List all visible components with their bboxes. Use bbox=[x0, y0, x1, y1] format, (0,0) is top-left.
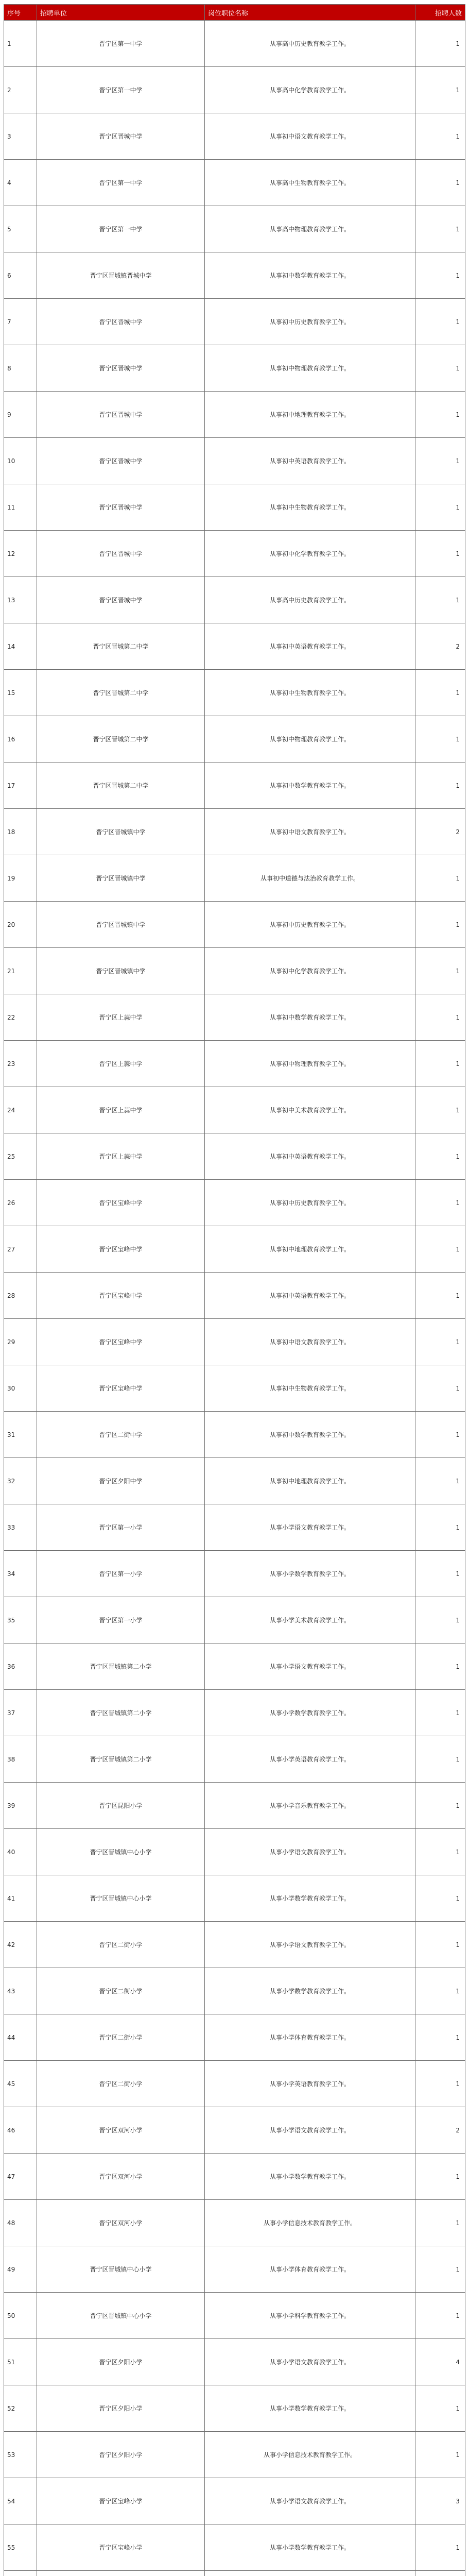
row-index: 30 bbox=[4, 1365, 37, 1412]
table-row bbox=[4, 67, 465, 113]
row-count: 1 bbox=[415, 1226, 465, 1273]
row-count: 1 bbox=[415, 1087, 465, 1133]
table-row bbox=[4, 762, 465, 809]
row-index: 5 bbox=[4, 206, 37, 252]
row-school: 晋宁区宝峰中学 bbox=[37, 1180, 205, 1226]
table-row bbox=[4, 1690, 465, 1736]
row-index: 28 bbox=[4, 1273, 37, 1319]
row-count: 1 bbox=[415, 2246, 465, 2293]
row-count: 1 bbox=[415, 670, 465, 716]
row-index: 8 bbox=[4, 345, 37, 392]
table-row bbox=[4, 2200, 465, 2246]
table-row bbox=[4, 2385, 465, 2432]
row-position: 从事小学体育教育教学工作。 bbox=[205, 2014, 415, 2061]
row-index: 11 bbox=[4, 484, 37, 531]
row-index: 37 bbox=[4, 1690, 37, 1736]
row-school: 晋宁区二街小学 bbox=[37, 2014, 205, 2061]
row-position: 从事初中语文教育教学工作。 bbox=[205, 1319, 415, 1365]
table-row bbox=[4, 1365, 465, 1412]
row-count: 1 bbox=[415, 2385, 465, 2432]
table-row bbox=[4, 670, 465, 716]
row-position: 从事小学数学教育教学工作。 bbox=[205, 1690, 415, 1736]
table-row bbox=[4, 2432, 465, 2478]
row-school: 晋宁区上蒜中学 bbox=[37, 1087, 205, 1133]
header-index: 序号 bbox=[4, 5, 37, 21]
table-row bbox=[4, 2293, 465, 2339]
table-row bbox=[4, 2246, 465, 2293]
row-school: 晋宁区晋城中学 bbox=[37, 438, 205, 484]
row-school: 晋宁区晋城第二中学 bbox=[37, 716, 205, 762]
row-school: 晋宁区二街小学 bbox=[37, 1968, 205, 2014]
row-school: 晋宁区宝峰小学 bbox=[37, 2478, 205, 2524]
row-school: 晋宁区晋城中学 bbox=[37, 392, 205, 438]
header-school: 招聘单位 bbox=[37, 5, 205, 21]
row-index bbox=[4, 2571, 37, 2576]
row-position: 从事初中地理教育教学工作。 bbox=[205, 392, 415, 438]
row-index: 31 bbox=[4, 1412, 37, 1458]
row-position: 从事小学语文教育教学工作。 bbox=[205, 1922, 415, 1968]
row-school: 晋宁区昆阳小学 bbox=[37, 1783, 205, 1829]
table-row bbox=[4, 252, 465, 299]
row-school: 晋宁区晋城中学 bbox=[37, 531, 205, 577]
row-count: 1 bbox=[415, 2432, 465, 2478]
row-index: 38 bbox=[4, 1736, 37, 1783]
row-position: 从事高中化学教育教学工作。 bbox=[205, 67, 415, 113]
row-school: 晋宁区晋城第二中学 bbox=[37, 762, 205, 809]
table-row bbox=[4, 1875, 465, 1922]
table-row bbox=[4, 577, 465, 623]
row-position: 从事初中地理教育教学工作。 bbox=[205, 1458, 415, 1504]
row-count: 1 bbox=[415, 1133, 465, 1180]
row-school: 晋宁区宝峰中学 bbox=[37, 1319, 205, 1365]
row-index: 4 bbox=[4, 160, 37, 206]
row-school: 晋宁区第一中学 bbox=[37, 21, 205, 67]
table-row bbox=[4, 2154, 465, 2200]
row-index: 34 bbox=[4, 1551, 37, 1597]
table-row bbox=[4, 623, 465, 670]
row-position: 从事初中生物教育教学工作。 bbox=[205, 670, 415, 716]
table-row bbox=[4, 1226, 465, 1273]
row-position: 从事小学语文教育教学工作。 bbox=[205, 2339, 415, 2385]
row-school: 晋宁区宝峰中学 bbox=[37, 1226, 205, 1273]
row-count: 1 bbox=[415, 484, 465, 531]
row-count: 1 bbox=[415, 1736, 465, 1783]
row-index: 49 bbox=[4, 2246, 37, 2293]
row-index: 50 bbox=[4, 2293, 37, 2339]
table-row bbox=[4, 1180, 465, 1226]
row-school: 晋宁区上蒜中学 bbox=[37, 1041, 205, 1087]
row-index: 45 bbox=[4, 2061, 37, 2107]
row-school: 晋宁区第一中学 bbox=[37, 67, 205, 113]
row-position: 从事初中物理教育教学工作。 bbox=[205, 716, 415, 762]
row-count: 1 bbox=[415, 160, 465, 206]
row-count: 1 bbox=[415, 1458, 465, 1504]
row-index: 10 bbox=[4, 438, 37, 484]
row-index: 15 bbox=[4, 670, 37, 716]
row-school: 晋宁区晋城中学 bbox=[37, 299, 205, 345]
row-school: 晋宁区二街小学 bbox=[37, 1922, 205, 1968]
row-count: 1 bbox=[415, 1180, 465, 1226]
table-row bbox=[4, 1412, 465, 1458]
table-row bbox=[4, 2571, 465, 2576]
row-position: 从事初中历史教育教学工作。 bbox=[205, 1180, 415, 1226]
row-position: 从事初中化学教育教学工作。 bbox=[205, 531, 415, 577]
table-row bbox=[4, 299, 465, 345]
row-index: 13 bbox=[4, 577, 37, 623]
row-count: 1 bbox=[415, 1968, 465, 2014]
row-index: 48 bbox=[4, 2200, 37, 2246]
table-row bbox=[4, 855, 465, 902]
table-body bbox=[4, 21, 465, 2576]
row-school: 晋宁区上蒜中学 bbox=[37, 1133, 205, 1180]
row-position: 从事小学语文教育教学工作。 bbox=[205, 1643, 415, 1690]
table-row bbox=[4, 160, 465, 206]
header-position: 岗位职位名称 bbox=[205, 5, 415, 21]
row-position: 从事小学数学教育教学工作。 bbox=[205, 2154, 415, 2200]
row-count: 2 bbox=[415, 809, 465, 855]
row-position: 从事小学数学教育教学工作。 bbox=[205, 2385, 415, 2432]
row-index: 47 bbox=[4, 2154, 37, 2200]
row-count: 4 bbox=[415, 2339, 465, 2385]
row-school: 晋宁区晋城中学 bbox=[37, 345, 205, 392]
row-school: 晋宁区夕阳中学 bbox=[37, 1458, 205, 1504]
row-index: 29 bbox=[4, 1319, 37, 1365]
row-school: 晋宁区宝峰小学 bbox=[37, 2524, 205, 2571]
table-row bbox=[4, 1922, 465, 1968]
row-index: 26 bbox=[4, 1180, 37, 1226]
row-index: 18 bbox=[4, 809, 37, 855]
table-row bbox=[4, 1087, 465, 1133]
table-row bbox=[4, 1643, 465, 1690]
row-position: 从事小学美术教育教学工作。 bbox=[205, 1597, 415, 1643]
row-index: 17 bbox=[4, 762, 37, 809]
row-count: 1 bbox=[415, 2154, 465, 2200]
row-count: 1 bbox=[415, 345, 465, 392]
table-row bbox=[4, 1597, 465, 1643]
row-count: 1 bbox=[415, 716, 465, 762]
table-row bbox=[4, 392, 465, 438]
row-position: 从事高中物理教育教学工作。 bbox=[205, 206, 415, 252]
row-school: 晋宁区第一小学 bbox=[37, 1551, 205, 1597]
row-index: 3 bbox=[4, 113, 37, 160]
row-index: 14 bbox=[4, 623, 37, 670]
row-index: 54 bbox=[4, 2478, 37, 2524]
row-position: 从事初中生物教育教学工作。 bbox=[205, 1365, 415, 1412]
row-position: 从事初中数学教育教学工作。 bbox=[205, 1412, 415, 1458]
row-count: 2 bbox=[415, 623, 465, 670]
row-school: 晋宁区晋城镇中学 bbox=[37, 809, 205, 855]
row-school: 晋宁区晋城镇晋城中学 bbox=[37, 252, 205, 299]
row-index: 23 bbox=[4, 1041, 37, 1087]
row-position: 从事小学语文教育教学工作。 bbox=[205, 1504, 415, 1551]
row-position: 从事高中生物教育教学工作。 bbox=[205, 160, 415, 206]
table-row bbox=[4, 345, 465, 392]
row-position: 从事初中语文教育教学工作。 bbox=[205, 113, 415, 160]
table-row bbox=[4, 2524, 465, 2571]
row-school: 晋宁区晋城第二中学 bbox=[37, 623, 205, 670]
row-school: 晋宁区晋城镇第二小学 bbox=[37, 1643, 205, 1690]
table-row bbox=[4, 1504, 465, 1551]
row-index: 6 bbox=[4, 252, 37, 299]
row-count: 1 bbox=[415, 2293, 465, 2339]
table-row bbox=[4, 1551, 465, 1597]
row-count: 1 bbox=[415, 1041, 465, 1087]
row-position bbox=[205, 2571, 415, 2576]
row-school: 晋宁区晋城镇中学 bbox=[37, 948, 205, 994]
row-position: 从事高中历史教育教学工作。 bbox=[205, 21, 415, 67]
row-index: 32 bbox=[4, 1458, 37, 1504]
table-row bbox=[4, 716, 465, 762]
row-count: 1 bbox=[415, 21, 465, 67]
header-row bbox=[4, 5, 465, 21]
table-row bbox=[4, 1829, 465, 1875]
row-school: 晋宁区第一小学 bbox=[37, 1504, 205, 1551]
row-school: 晋宁区晋城镇中心小学 bbox=[37, 2293, 205, 2339]
row-index: 40 bbox=[4, 1829, 37, 1875]
row-position: 从事小学音乐教育教学工作。 bbox=[205, 1783, 415, 1829]
row-index: 22 bbox=[4, 994, 37, 1041]
row-index: 1 bbox=[4, 21, 37, 67]
row-count: 1 bbox=[415, 1273, 465, 1319]
table-row bbox=[4, 948, 465, 994]
row-school: 晋宁区晋城镇中心小学 bbox=[37, 1829, 205, 1875]
table-row bbox=[4, 1319, 465, 1365]
row-index: 20 bbox=[4, 902, 37, 948]
table-row bbox=[4, 484, 465, 531]
header-count: 招聘人数 bbox=[415, 5, 465, 21]
row-school: 晋宁区晋城镇第二小学 bbox=[37, 1690, 205, 1736]
table-row bbox=[4, 531, 465, 577]
row-count: 1 bbox=[415, 855, 465, 902]
table-row bbox=[4, 1458, 465, 1504]
row-count: 1 bbox=[415, 531, 465, 577]
row-school: 晋宁区晋城第二中学 bbox=[37, 670, 205, 716]
row-count: 1 bbox=[415, 994, 465, 1041]
row-school: 晋宁区夕阳小学 bbox=[37, 2339, 205, 2385]
row-index: 9 bbox=[4, 392, 37, 438]
row-school: 晋宁区双河小学 bbox=[37, 2200, 205, 2246]
row-count: 3 bbox=[415, 2478, 465, 2524]
row-position: 从事初中语文教育教学工作。 bbox=[205, 809, 415, 855]
table-row bbox=[4, 2339, 465, 2385]
row-position: 从事小学数学教育教学工作。 bbox=[205, 1968, 415, 2014]
row-school: 晋宁区二街中学 bbox=[37, 1412, 205, 1458]
row-count: 1 bbox=[415, 2524, 465, 2571]
row-count: 1 bbox=[415, 252, 465, 299]
row-index: 27 bbox=[4, 1226, 37, 1273]
row-position: 从事小学英语教育教学工作。 bbox=[205, 2061, 415, 2107]
table-header bbox=[4, 5, 465, 21]
row-index: 46 bbox=[4, 2107, 37, 2154]
row-count: 1 bbox=[415, 1690, 465, 1736]
row-count: 2 bbox=[415, 2107, 465, 2154]
row-count: 1 bbox=[415, 113, 465, 160]
row-count: 1 bbox=[415, 1365, 465, 1412]
row-position: 从事初中历史教育教学工作。 bbox=[205, 299, 415, 345]
row-school: 晋宁区夕阳小学 bbox=[37, 2385, 205, 2432]
row-index: 42 bbox=[4, 1922, 37, 1968]
row-position: 从事初中化学教育教学工作。 bbox=[205, 948, 415, 994]
row-position: 从事小学体育教育教学工作。 bbox=[205, 2246, 415, 2293]
row-index: 25 bbox=[4, 1133, 37, 1180]
row-index: 53 bbox=[4, 2432, 37, 2478]
table-row bbox=[4, 206, 465, 252]
row-position: 从事初中物理教育教学工作。 bbox=[205, 1041, 415, 1087]
table-row bbox=[4, 113, 465, 160]
row-school: 晋宁区晋城镇中学 bbox=[37, 855, 205, 902]
table-row bbox=[4, 1273, 465, 1319]
row-position: 从事小学信息技术教育教学工作。 bbox=[205, 2200, 415, 2246]
table-row bbox=[4, 809, 465, 855]
table-row bbox=[4, 994, 465, 1041]
row-school: 晋宁区晋城镇中心小学 bbox=[37, 2246, 205, 2293]
table-row bbox=[4, 2061, 465, 2107]
row-school: 晋宁区第一小学 bbox=[37, 1597, 205, 1643]
row-position: 从事初中英语教育教学工作。 bbox=[205, 438, 415, 484]
row-position: 从事小学英语教育教学工作。 bbox=[205, 1736, 415, 1783]
table-row bbox=[4, 438, 465, 484]
table-row bbox=[4, 1133, 465, 1180]
row-count: 1 bbox=[415, 2061, 465, 2107]
row-count: 1 bbox=[415, 948, 465, 994]
row-school: 晋宁区晋城中学 bbox=[37, 484, 205, 531]
row-index: 39 bbox=[4, 1783, 37, 1829]
row-school: 晋宁区宝峰中学 bbox=[37, 1365, 205, 1412]
table-row bbox=[4, 2014, 465, 2061]
row-position: 从事初中美术教育教学工作。 bbox=[205, 1087, 415, 1133]
row-count: 1 bbox=[415, 438, 465, 484]
row-school: 晋宁区二街小学 bbox=[37, 2061, 205, 2107]
row-position: 从事初中数学教育教学工作。 bbox=[205, 762, 415, 809]
row-count: 1 bbox=[415, 1922, 465, 1968]
row-school: 晋宁区双河小学 bbox=[37, 2154, 205, 2200]
table-row bbox=[4, 2107, 465, 2154]
row-position: 从事初中历史教育教学工作。 bbox=[205, 902, 415, 948]
row-index: 33 bbox=[4, 1504, 37, 1551]
row-index: 51 bbox=[4, 2339, 37, 2385]
row-position: 从事小学语文教育教学工作。 bbox=[205, 2478, 415, 2524]
row-position: 从事小学科学教育教学工作。 bbox=[205, 2293, 415, 2339]
table-row bbox=[4, 1736, 465, 1783]
row-position: 从事初中数学教育教学工作。 bbox=[205, 994, 415, 1041]
row-count: 1 bbox=[415, 2200, 465, 2246]
row-count: 1 bbox=[415, 577, 465, 623]
row-position: 从事初中英语教育教学工作。 bbox=[205, 1133, 415, 1180]
row-index: 41 bbox=[4, 1875, 37, 1922]
row-index: 36 bbox=[4, 1643, 37, 1690]
row-school: 晋宁区晋城镇第二小学 bbox=[37, 1736, 205, 1783]
table-row bbox=[4, 902, 465, 948]
row-position: 从事小学数学教育教学工作。 bbox=[205, 2524, 415, 2571]
row-count: 1 bbox=[415, 299, 465, 345]
row-count: 1 bbox=[415, 392, 465, 438]
row-index: 52 bbox=[4, 2385, 37, 2432]
row-index: 35 bbox=[4, 1597, 37, 1643]
row-index: 24 bbox=[4, 1087, 37, 1133]
row-position: 从事小学信息技术教育教学工作。 bbox=[205, 2432, 415, 2478]
row-index: 44 bbox=[4, 2014, 37, 2061]
row-school: 晋宁区上蒜中学 bbox=[37, 994, 205, 1041]
row-school: 晋宁区宝峰中学 bbox=[37, 1273, 205, 1319]
row-position: 从事初中道德与法治教育教学工作。 bbox=[205, 855, 415, 902]
row-position: 从事小学语文教育教学工作。 bbox=[205, 2107, 415, 2154]
row-position: 从事高中历史教育教学工作。 bbox=[205, 577, 415, 623]
row-position: 从事初中生物教育教学工作。 bbox=[205, 484, 415, 531]
row-count: 1 bbox=[415, 1783, 465, 1829]
row-count: 1 bbox=[415, 902, 465, 948]
row-count: 1 bbox=[415, 1597, 465, 1643]
row-school: 晋宁区晋城镇中学 bbox=[37, 902, 205, 948]
row-count: 1 bbox=[415, 1504, 465, 1551]
recruitment-table bbox=[4, 4, 465, 2576]
row-school: 晋宁区双河小学 bbox=[37, 2107, 205, 2154]
row-count: 1 bbox=[415, 1551, 465, 1597]
row-count: 1 bbox=[415, 762, 465, 809]
row-index: 43 bbox=[4, 1968, 37, 2014]
row-count: 1 bbox=[415, 1829, 465, 1875]
row-position: 从事初中物理教育教学工作。 bbox=[205, 345, 415, 392]
row-index: 55 bbox=[4, 2524, 37, 2571]
row-position: 从事初中英语教育教学工作。 bbox=[205, 623, 415, 670]
row-count: 1 bbox=[415, 206, 465, 252]
row-index: 2 bbox=[4, 67, 37, 113]
row-count: 1 bbox=[415, 67, 465, 113]
recruitment-table-sheet bbox=[4, 4, 465, 2576]
row-school bbox=[37, 2571, 205, 2576]
row-position: 从事小学数学教育教学工作。 bbox=[205, 1875, 415, 1922]
row-count: 1 bbox=[415, 1412, 465, 1458]
row-index: 7 bbox=[4, 299, 37, 345]
table-row bbox=[4, 21, 465, 67]
row-count bbox=[415, 2571, 465, 2576]
row-position: 从事小学数学教育教学工作。 bbox=[205, 1551, 415, 1597]
table-row bbox=[4, 1968, 465, 2014]
row-count: 1 bbox=[415, 1319, 465, 1365]
row-school: 晋宁区晋城中学 bbox=[37, 577, 205, 623]
row-position: 从事小学语文教育教学工作。 bbox=[205, 1829, 415, 1875]
row-school: 晋宁区晋城中学 bbox=[37, 113, 205, 160]
row-position: 从事初中地理教育教学工作。 bbox=[205, 1226, 415, 1273]
row-index: 12 bbox=[4, 531, 37, 577]
row-index: 19 bbox=[4, 855, 37, 902]
row-school: 晋宁区夕阳小学 bbox=[37, 2432, 205, 2478]
row-position: 从事初中英语教育教学工作。 bbox=[205, 1273, 415, 1319]
row-position: 从事初中数学教育教学工作。 bbox=[205, 252, 415, 299]
row-count: 1 bbox=[415, 1643, 465, 1690]
row-index: 21 bbox=[4, 948, 37, 994]
row-school: 晋宁区晋城镇中心小学 bbox=[37, 1875, 205, 1922]
table-row bbox=[4, 2478, 465, 2524]
table-row bbox=[4, 1783, 465, 1829]
row-school: 晋宁区第一中学 bbox=[37, 160, 205, 206]
table-row bbox=[4, 1041, 465, 1087]
row-school: 晋宁区第一中学 bbox=[37, 206, 205, 252]
row-count: 1 bbox=[415, 2014, 465, 2061]
row-index: 16 bbox=[4, 716, 37, 762]
row-count: 1 bbox=[415, 1875, 465, 1922]
